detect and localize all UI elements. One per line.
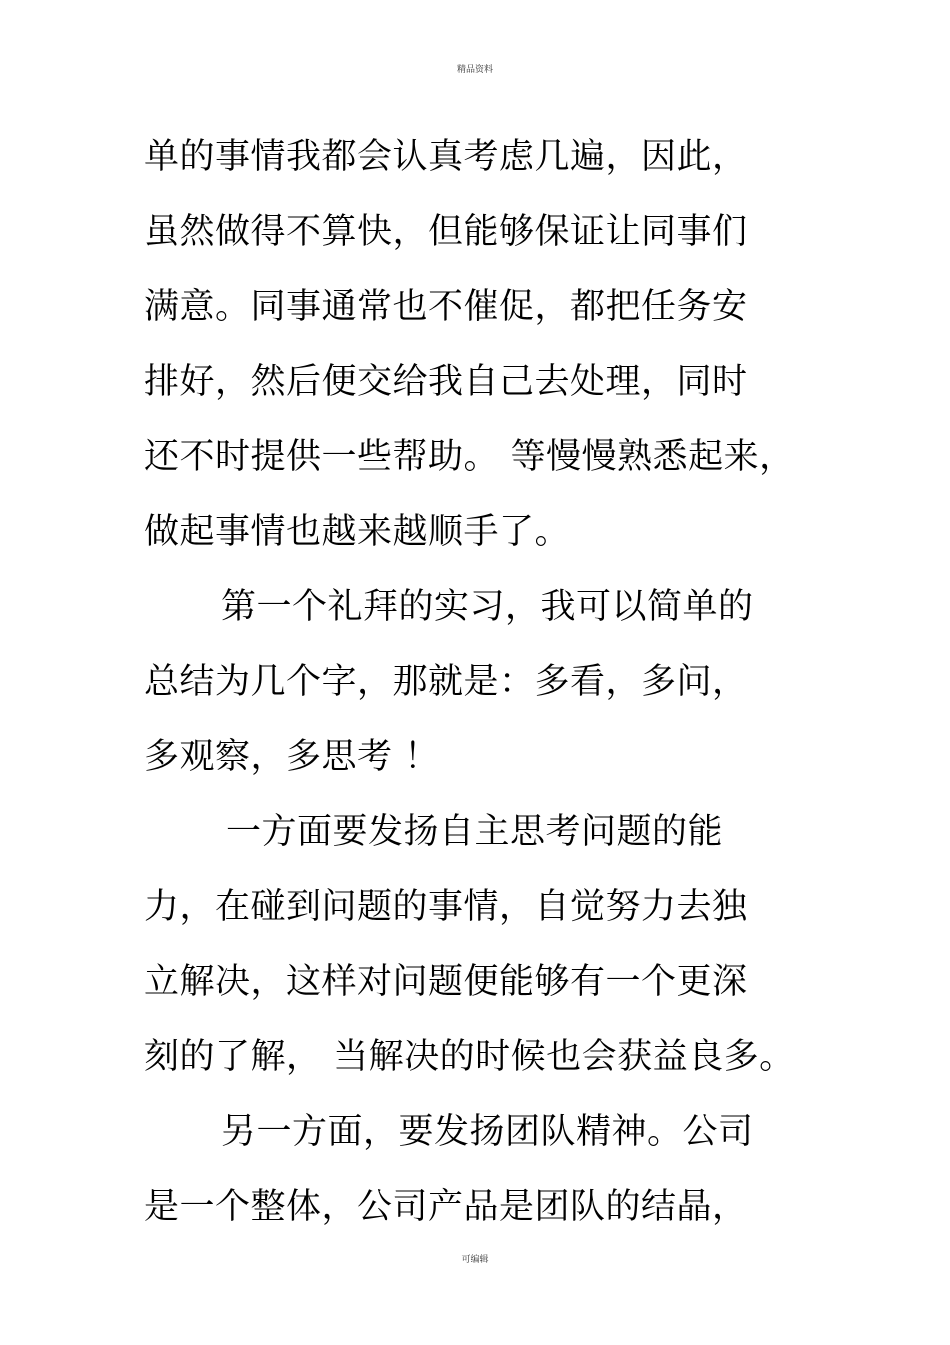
text-line: 做起事情也越来越顺手了。 [144, 512, 571, 552]
text-line: 排好，然后便交给我自己去处理，同时 [144, 362, 748, 402]
text-line: 力，在碰到问题的事情，自觉努力去独 [144, 887, 748, 927]
text-line: 还不时提供一些帮助。 等慢慢熟悉起来， [144, 437, 795, 477]
page-footer: 可编辑 [461, 1255, 489, 1265]
text-line: 是一个整体，公司产品是团队的结晶， [144, 1187, 748, 1227]
text-line: 立解决，这样对问题便能够有一个更深 [144, 962, 748, 1002]
paragraph-start-line: 另一方面，要发扬团队精神。公司 [221, 1112, 754, 1152]
text-line: 总结为几个字，那就是：多看，多问， [144, 662, 748, 702]
text-line: 刻的了解， 当解决的时候也会获益良多。 [144, 1037, 795, 1077]
text-line: 满意。同事通常也不催促，都把任务安 [144, 287, 748, 327]
text-line: 多观察，多思考 ！ [144, 737, 440, 777]
text-line: 虽然做得不算快，但能够保证让同事们 [144, 212, 748, 252]
page-header: 精品资料 [456, 65, 493, 75]
paragraph-start-line: 第一个礼拜的实习，我可以简单的 [221, 587, 754, 627]
paragraph-start-line: 一方面要发扬自主思考问题的能 [226, 812, 724, 852]
text-line: 单的事情我都会认真考虑几遍，因此， [144, 137, 748, 177]
